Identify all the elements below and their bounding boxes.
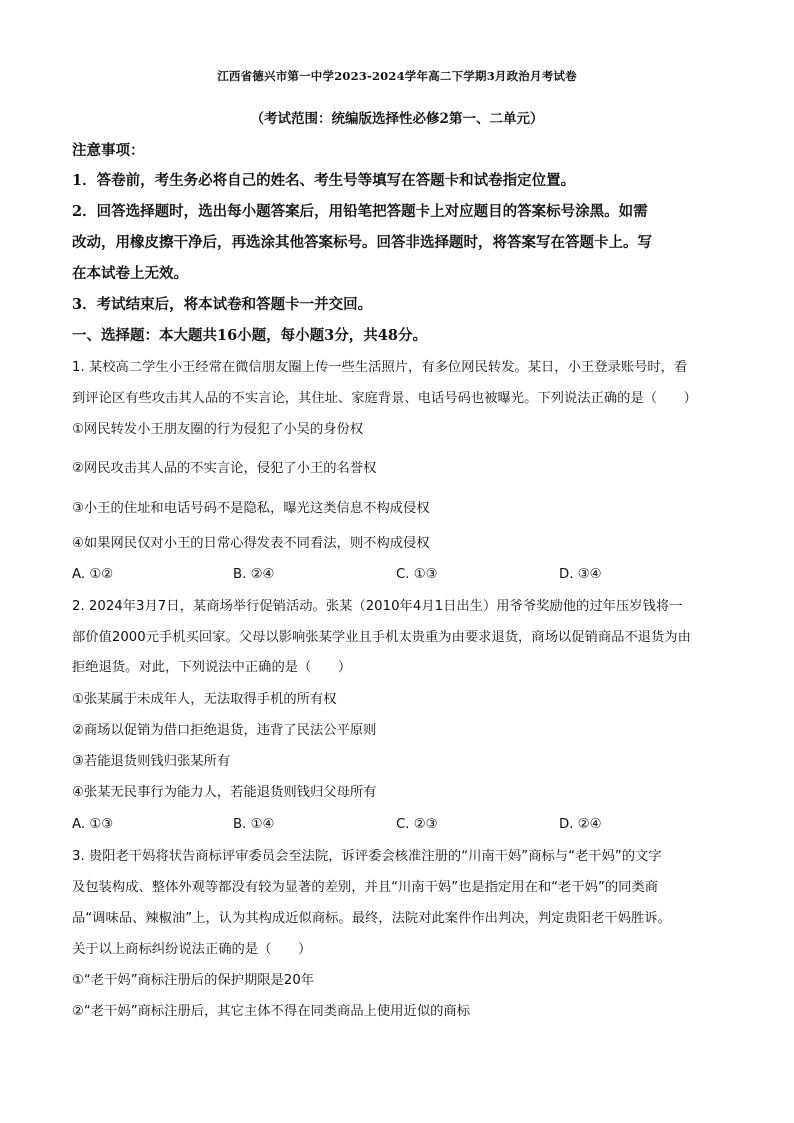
question-2-stem: 拒绝退货。对此，下列说法中正确的是（ ） bbox=[72, 660, 352, 675]
question-1-statement: ①网民转发小王朋友圈的行为侵犯了小吴的身份权 bbox=[72, 422, 364, 437]
section-heading: 一、选择题：本大题共16小题，每小题3分，共48分。 bbox=[72, 327, 427, 344]
option-c: C. ②③ bbox=[396, 817, 438, 832]
question-2-stem: 2. 2024年3月7日，某商场举行促销活动。张某（2010年4月1日出生）用爷爷奖励他的过年压岁钱将一 bbox=[72, 599, 683, 614]
question-1-stem: 到评论区有些攻击其人品的不实言论，其住址、家庭背景、电话号码也被曝光。下列说法正确的是（ ） bbox=[72, 391, 697, 406]
exam-title: 江西省德兴市第一中学2023-2024学年高二下学期3月政治月考试卷 bbox=[217, 69, 577, 83]
question-1-stem: 1. 某校高二学生小王经常在微信朋友圈上传一些生活照片，有多位网民转发。某日，小王登录账号时，看 bbox=[72, 360, 688, 375]
question-3-statement: ①“老干妈”商标注册后的保护期限是20年 bbox=[72, 973, 315, 988]
note-item: 改动，用橡皮擦干净后，再选涂其他答案标号。回答非选择题时，将答案写在答题卡上。写 bbox=[72, 234, 652, 251]
question-3-stem: 关于以上商标纠纷说法正确的是（ ） bbox=[72, 942, 312, 957]
question-1-statement: ④如果网民仅对小王的日常心得发表不同看法，则不构成侵权 bbox=[72, 536, 430, 551]
question-2-options bbox=[72, 815, 732, 835]
option-b: B. ②④ bbox=[233, 567, 275, 582]
question-1-options bbox=[72, 565, 732, 585]
option-a: A. ①② bbox=[72, 567, 114, 582]
question-1-statement: ②网民攻击其人品的不实言论，侵犯了小王的名誉权 bbox=[72, 461, 377, 476]
question-3-statement: ②“老干妈”商标注册后，其它主体不得在同类商品上使用近似的商标 bbox=[72, 1004, 471, 1019]
question-3-stem: 品“调味品、辣椒油”上，认为其构成近似商标。最终，法院对此案件作出判决，判定贵阳老干妈胜诉。 bbox=[72, 911, 671, 926]
option-c: C. ①③ bbox=[396, 567, 438, 582]
question-3-stem: 及包装构成、整体外观等都没有较为显著的差别，并且“川南干妈”也是指定用在和“老干妈”的同类商 bbox=[72, 880, 659, 895]
option-d: D. ②④ bbox=[559, 817, 602, 832]
question-2-statement: ②商场以促销为借口拒绝退货，违背了民法公平原则 bbox=[72, 723, 377, 738]
note-item: 3．考试结束后，将本试卷和答题卡一并交回。 bbox=[72, 296, 373, 313]
option-b: B. ①④ bbox=[233, 817, 275, 832]
question-2-stem: 部价值2000元手机买回家。父母以影响张某学业且手机太贵重为由要求退货，商场以促销商品不退货为由 bbox=[72, 630, 691, 645]
question-1-statement: ③小王的住址和电话号码不是隐私，曝光这类信息不构成侵权 bbox=[72, 501, 430, 516]
note-item: 1．答卷前，考生务必将自己的姓名、考生号等填写在答题卡和试卷指定位置。 bbox=[72, 172, 576, 189]
question-2-statement: ④张某无民事行为能力人，若能退货则钱归父母所有 bbox=[72, 785, 377, 800]
question-3-stem: 3. 贵阳老干妈将状告商标评审委员会至法院，诉评委会核准注册的“川南干妈”商标与“老干妈”的文字 bbox=[72, 849, 662, 864]
note-item: 2．回答选择题时，选出每小题答案后，用铅笔把答题卡上对应题目的答案标号涂黑。如需 bbox=[72, 203, 648, 220]
question-2-statement: ③若能退货则钱归张某所有 bbox=[72, 754, 231, 769]
question-2-statement: ①张某属于未成年人，无法取得手机的所有权 bbox=[72, 692, 337, 707]
note-item: 在本试卷上无效。 bbox=[72, 265, 188, 282]
exam-scope: （考试范围：统编版选择性必修2第一、二单元） bbox=[250, 111, 544, 127]
notes-heading: 注意事项： bbox=[72, 142, 145, 159]
option-d: D. ③④ bbox=[559, 567, 602, 582]
option-a: A. ①③ bbox=[72, 817, 114, 832]
